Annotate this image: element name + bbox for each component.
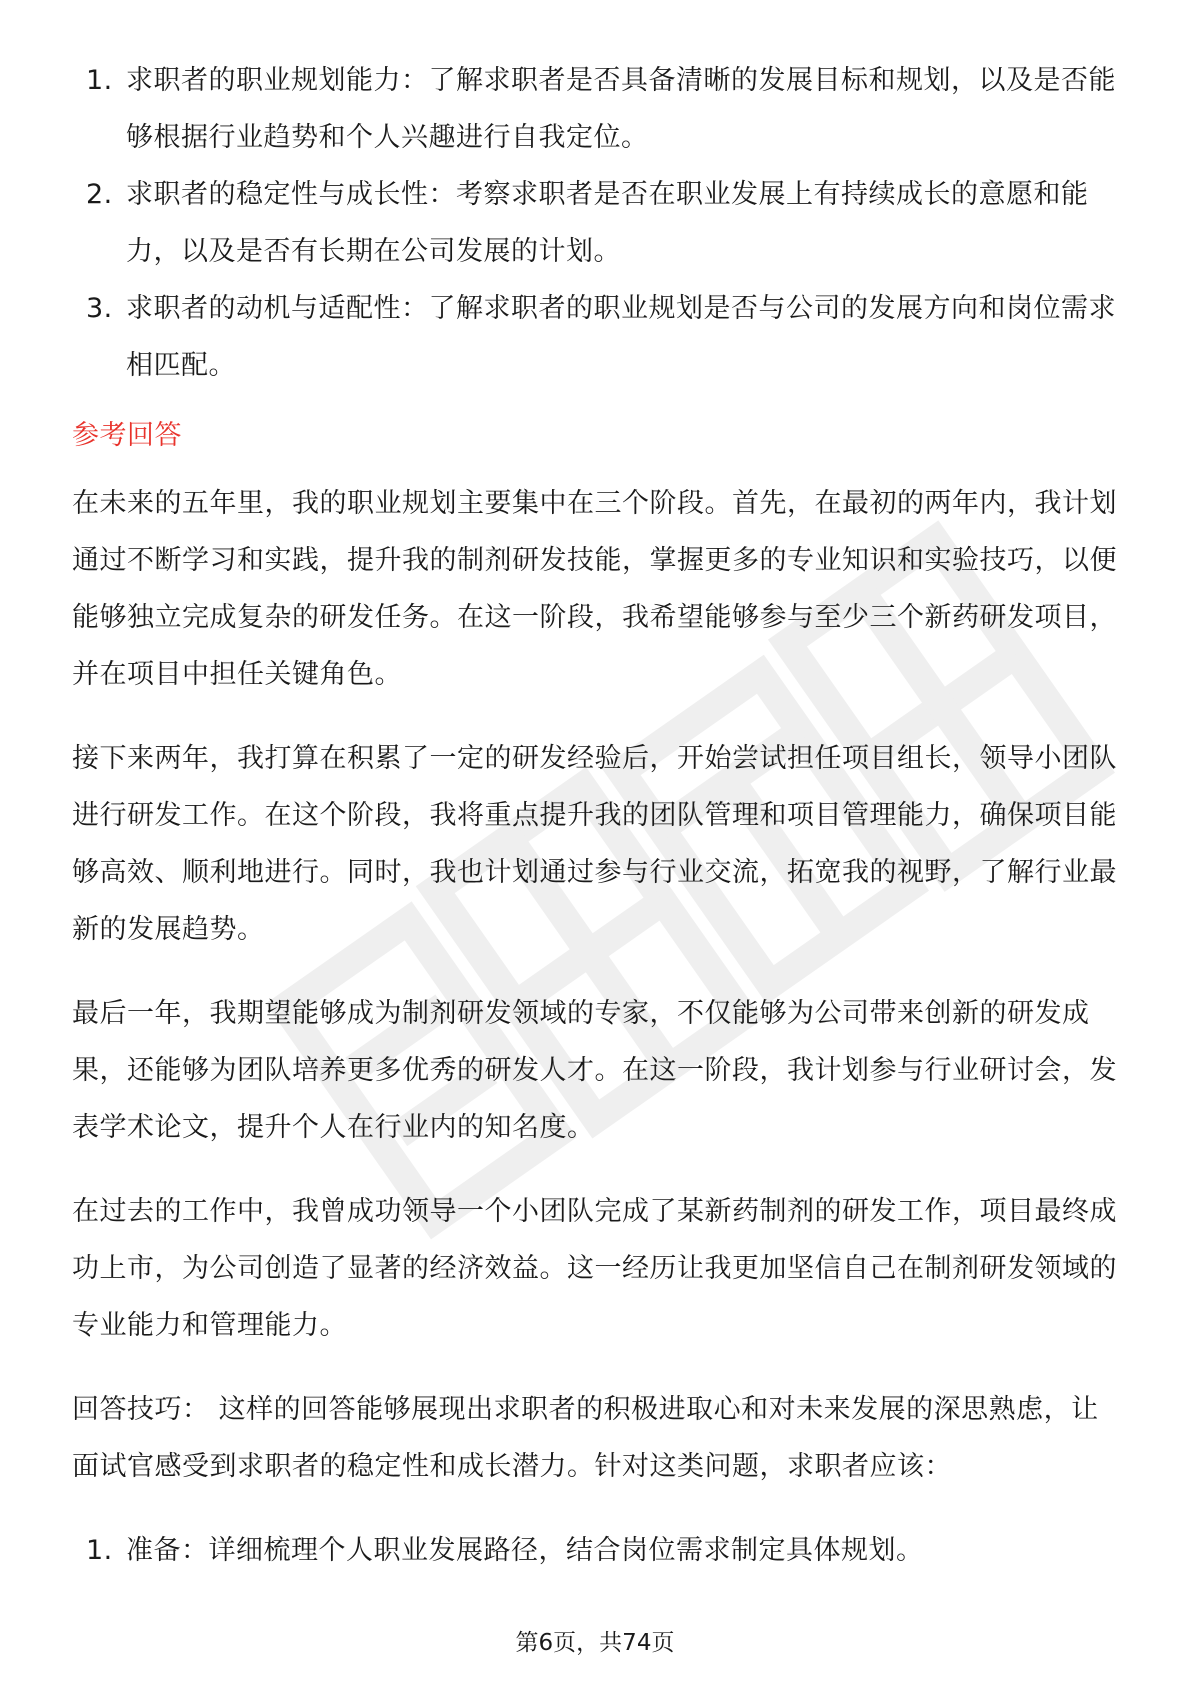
list-item-number: 2. [86,179,113,210]
section-heading: 参考回答 [72,420,182,451]
list-item-text: 求职者的职业规划能力：了解求职者是否具备清晰的发展目标和规划，以及是否能够根据行业趋势和个人兴趣进行自我定位。 [126,65,1116,153]
list-item-number: 3. [86,293,113,324]
list-item [72,280,1122,394]
list-item-text: 求职者的稳定性与成长性：考察求职者是否在职业发展上有持续成长的意愿和能力，以及是否有长期在公司发展的计划。 [126,179,1089,267]
list-item-number: 1. [86,65,113,96]
list-item [72,52,1122,166]
top-numbered-list [72,52,1122,394]
page-footer: 第6页，共74页 [515,1630,675,1656]
list-item [72,1522,1122,1579]
list-item-text: 求职者的动机与适配性：了解求职者的职业规划是否与公司的发展方向和岗位需求相匹配。 [126,293,1116,381]
answer-tips-paragraph: 回答技巧： 这样的回答能够展现出求职者的积极进取心和对未来发展的深思熟虑，让面试官感受到求职者的稳定性和成长潜力。针对这类问题，求职者应该： [72,1394,1099,1482]
paragraph: 在过去的工作中，我曾成功领导一个小团队完成了某新药制剂的研发工作，项目最终成功上市，为公司创造了显著的经济效益。这一经历让我更加坚信自己在制剂研发领域的专业能力和管理能力。 [72,1196,1117,1341]
bottom-numbered-list [72,1522,1122,1579]
paragraph: 最后一年，我期望能够成为制剂研发领域的专家，不仅能够为公司带来创新的研发成果，还能够为团队培养更多优秀的研发人才。在这一阶段，我计划参与行业研讨会，发表学术论文，提升个人在行业内的知名度。 [72,998,1117,1143]
list-item-number: 1. [86,1535,113,1566]
paragraph: 接下来两年，我打算在积累了一定的研发经验后，开始尝试担任项目组长，领导小团队进行研发工作。在这个阶段，我将重点提升我的团队管理和项目管理能力，确保项目能够高效、顺利地进行。同时，我也计划通过参与行业交流，拓宽我的视野，了解行业最新的发展趋势。 [72,743,1117,945]
paragraph: 在未来的五年里，我的职业规划主要集中在三个阶段。首先，在最初的两年内，我计划通过不断学习和实践，提升我的制剂研发技能，掌握更多的专业知识和实验技巧，以便能够独立完成复杂的研发任务。在这一阶段，我希望能够参与至少三个新药研发项目，并在项目中担任关键角色。 [72,488,1117,690]
page-content [72,52,1122,1579]
list-item [72,166,1122,280]
list-item-text: 准备：详细梳理个人职业发展路径，结合岗位需求制定具体规划。 [126,1535,924,1566]
